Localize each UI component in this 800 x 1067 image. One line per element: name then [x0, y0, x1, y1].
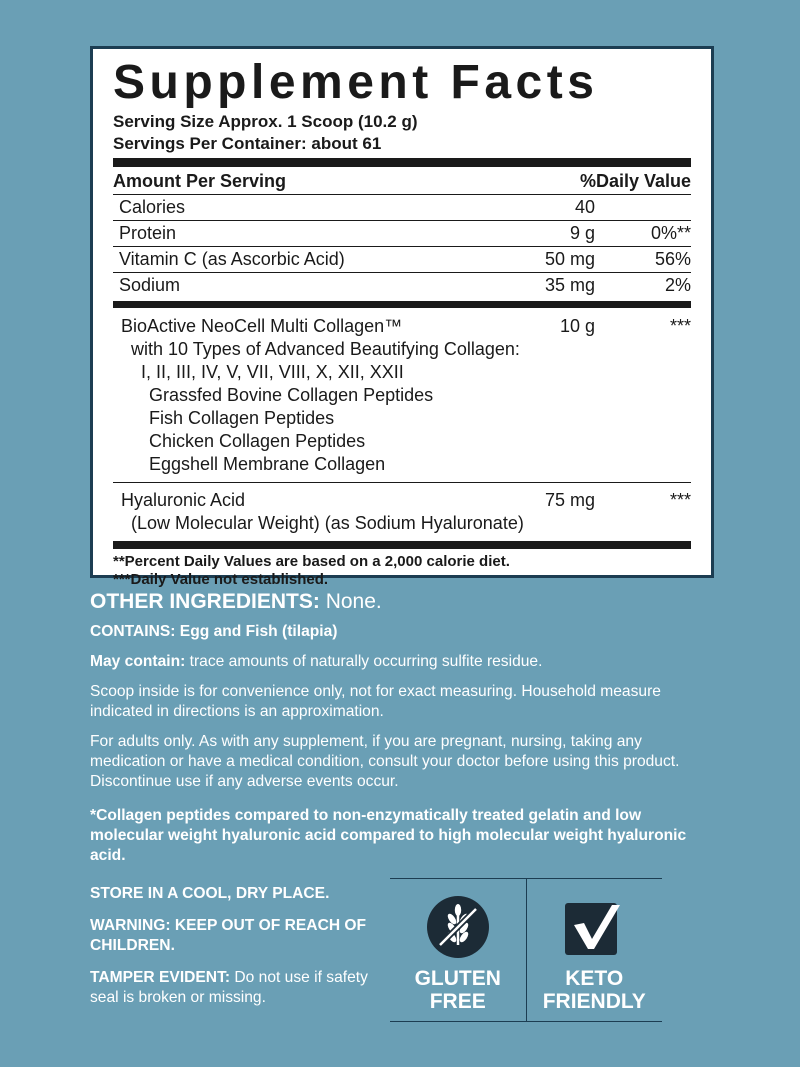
nutrient-amount: 9 g	[569, 223, 595, 243]
collagen-source: Fish Collagen Peptides	[149, 408, 335, 428]
gluten-free-label	[415, 967, 501, 1013]
footnote-not-established: ***Daily Value not established.	[113, 571, 329, 588]
hyaluronic-name: Hyaluronic Acid	[121, 490, 246, 510]
nutrient-dv	[601, 195, 691, 220]
scoop-note: Scoop inside is for convenience only, not for exact measuring. Household measure indicated in directions is an approximation.	[90, 683, 661, 720]
gluten-free-icon	[426, 895, 490, 959]
keto-friendly-label	[543, 967, 646, 1013]
gluten-label-line1: GLUTEN	[414, 967, 501, 990]
keto-label-line1: KETO	[565, 967, 624, 990]
nutrient-amount: 40	[574, 197, 595, 217]
nutrient-dv: 0%**	[650, 223, 691, 243]
divider-medium	[113, 301, 691, 308]
store-instructions: STORE IN A COOL, DRY PLACE.	[90, 885, 330, 902]
keto-friendly-badge	[526, 879, 663, 1021]
footnote-daily-values: **Percent Daily Values are based on a 2,000 calorie diet.	[113, 553, 510, 570]
nutrient-row	[113, 247, 691, 273]
header-amount: Amount Per Serving	[113, 171, 287, 191]
warning-children: WARNING: KEEP OUT OF REACH OF CHILDREN.	[90, 917, 367, 954]
gluten-free-badge	[390, 879, 526, 1021]
nutrient-row	[113, 273, 691, 298]
nutrient-row	[113, 221, 691, 247]
divider-thin	[113, 482, 691, 483]
supplement-facts-panel	[90, 46, 714, 588]
keto-check-icon	[562, 895, 626, 959]
collagen-name: BioActive NeoCell Multi Collagen™	[121, 316, 403, 336]
tamper-label: TAMPER EVIDENT:	[90, 969, 231, 986]
diet-badges	[390, 878, 662, 1022]
may-contain-text: trace amounts of naturally occurring sulfite residue.	[189, 653, 543, 670]
divider-medium	[113, 541, 691, 549]
nutrient-amount: 35 mg	[544, 275, 595, 295]
storage-warnings	[90, 884, 370, 1020]
hyaluronic-amount: 75 mg	[544, 490, 595, 510]
collagen-source: Eggshell Membrane Collagen	[149, 454, 386, 474]
nutrient-name: Vitamin C (as Ascorbic Acid)	[119, 249, 345, 269]
serving-size: Serving Size Approx. 1 Scoop (10.2 g)	[113, 112, 418, 131]
other-ingredients-value: None.	[325, 590, 382, 613]
keto-label-line2: FRIENDLY	[542, 990, 646, 1013]
contains-allergens: CONTAINS: Egg and Fish (tilapia)	[90, 623, 338, 640]
nutrient-amount: 50 mg	[544, 249, 595, 269]
tamper-text: Do not use if safety seal is broken or missing.	[90, 969, 368, 1006]
may-contain-label: May contain:	[90, 653, 186, 670]
tamper-evident	[90, 968, 370, 1008]
nutrient-name: Protein	[119, 223, 177, 243]
collagen-source: Grassfed Bovine Collagen Peptides	[149, 385, 434, 405]
collagen-types-line: with 10 Types of Advanced Beautifying Collagen:	[131, 339, 520, 359]
hyaluronic-dv: ***	[669, 490, 691, 510]
collagen-blend	[113, 315, 691, 476]
facts-title: Supplement Facts	[113, 56, 599, 109]
servings-per-container: Servings Per Container: about 61	[113, 134, 382, 153]
collagen-types-list: I, II, III, IV, V, VII, VIII, X, XII, XXII	[141, 362, 404, 382]
collagen-dv: ***	[669, 316, 691, 336]
hyaluronic-acid	[113, 489, 691, 535]
facts-header-row	[113, 169, 691, 195]
adults-note: For adults only. As with any supplement, if you are pregnant, nursing, taking any medication or have a medical condition, consult your doctor before using this product. Discontinue use if any adverse events occur.	[90, 733, 680, 790]
other-ingredients-label: OTHER INGREDIENTS:	[90, 590, 320, 613]
collagen-source: Chicken Collagen Peptides	[149, 431, 366, 451]
gluten-label-line2: FREE	[429, 990, 486, 1013]
nutrient-dv: 2%	[664, 275, 691, 295]
header-daily-value: %Daily Value	[579, 171, 691, 191]
nutrient-name: Calories	[119, 197, 186, 217]
nutrient-name: Sodium	[119, 275, 181, 295]
may-contain	[90, 652, 712, 672]
nutrient-dv: 56%	[654, 249, 691, 269]
other-ingredients	[90, 588, 712, 616]
collagen-amount: 10 g	[559, 316, 595, 336]
nutrient-row	[113, 195, 691, 221]
divider-thick	[113, 158, 691, 167]
ingredients-info	[90, 588, 712, 876]
hyaluronic-detail: (Low Molecular Weight) (as Sodium Hyaluronate)	[131, 513, 524, 533]
collagen-note: *Collagen peptides compared to non-enzymatically treated gelatin and low molecular weight hyaluronic acid compared to high molecular weight hyaluronic acid.	[90, 807, 687, 864]
